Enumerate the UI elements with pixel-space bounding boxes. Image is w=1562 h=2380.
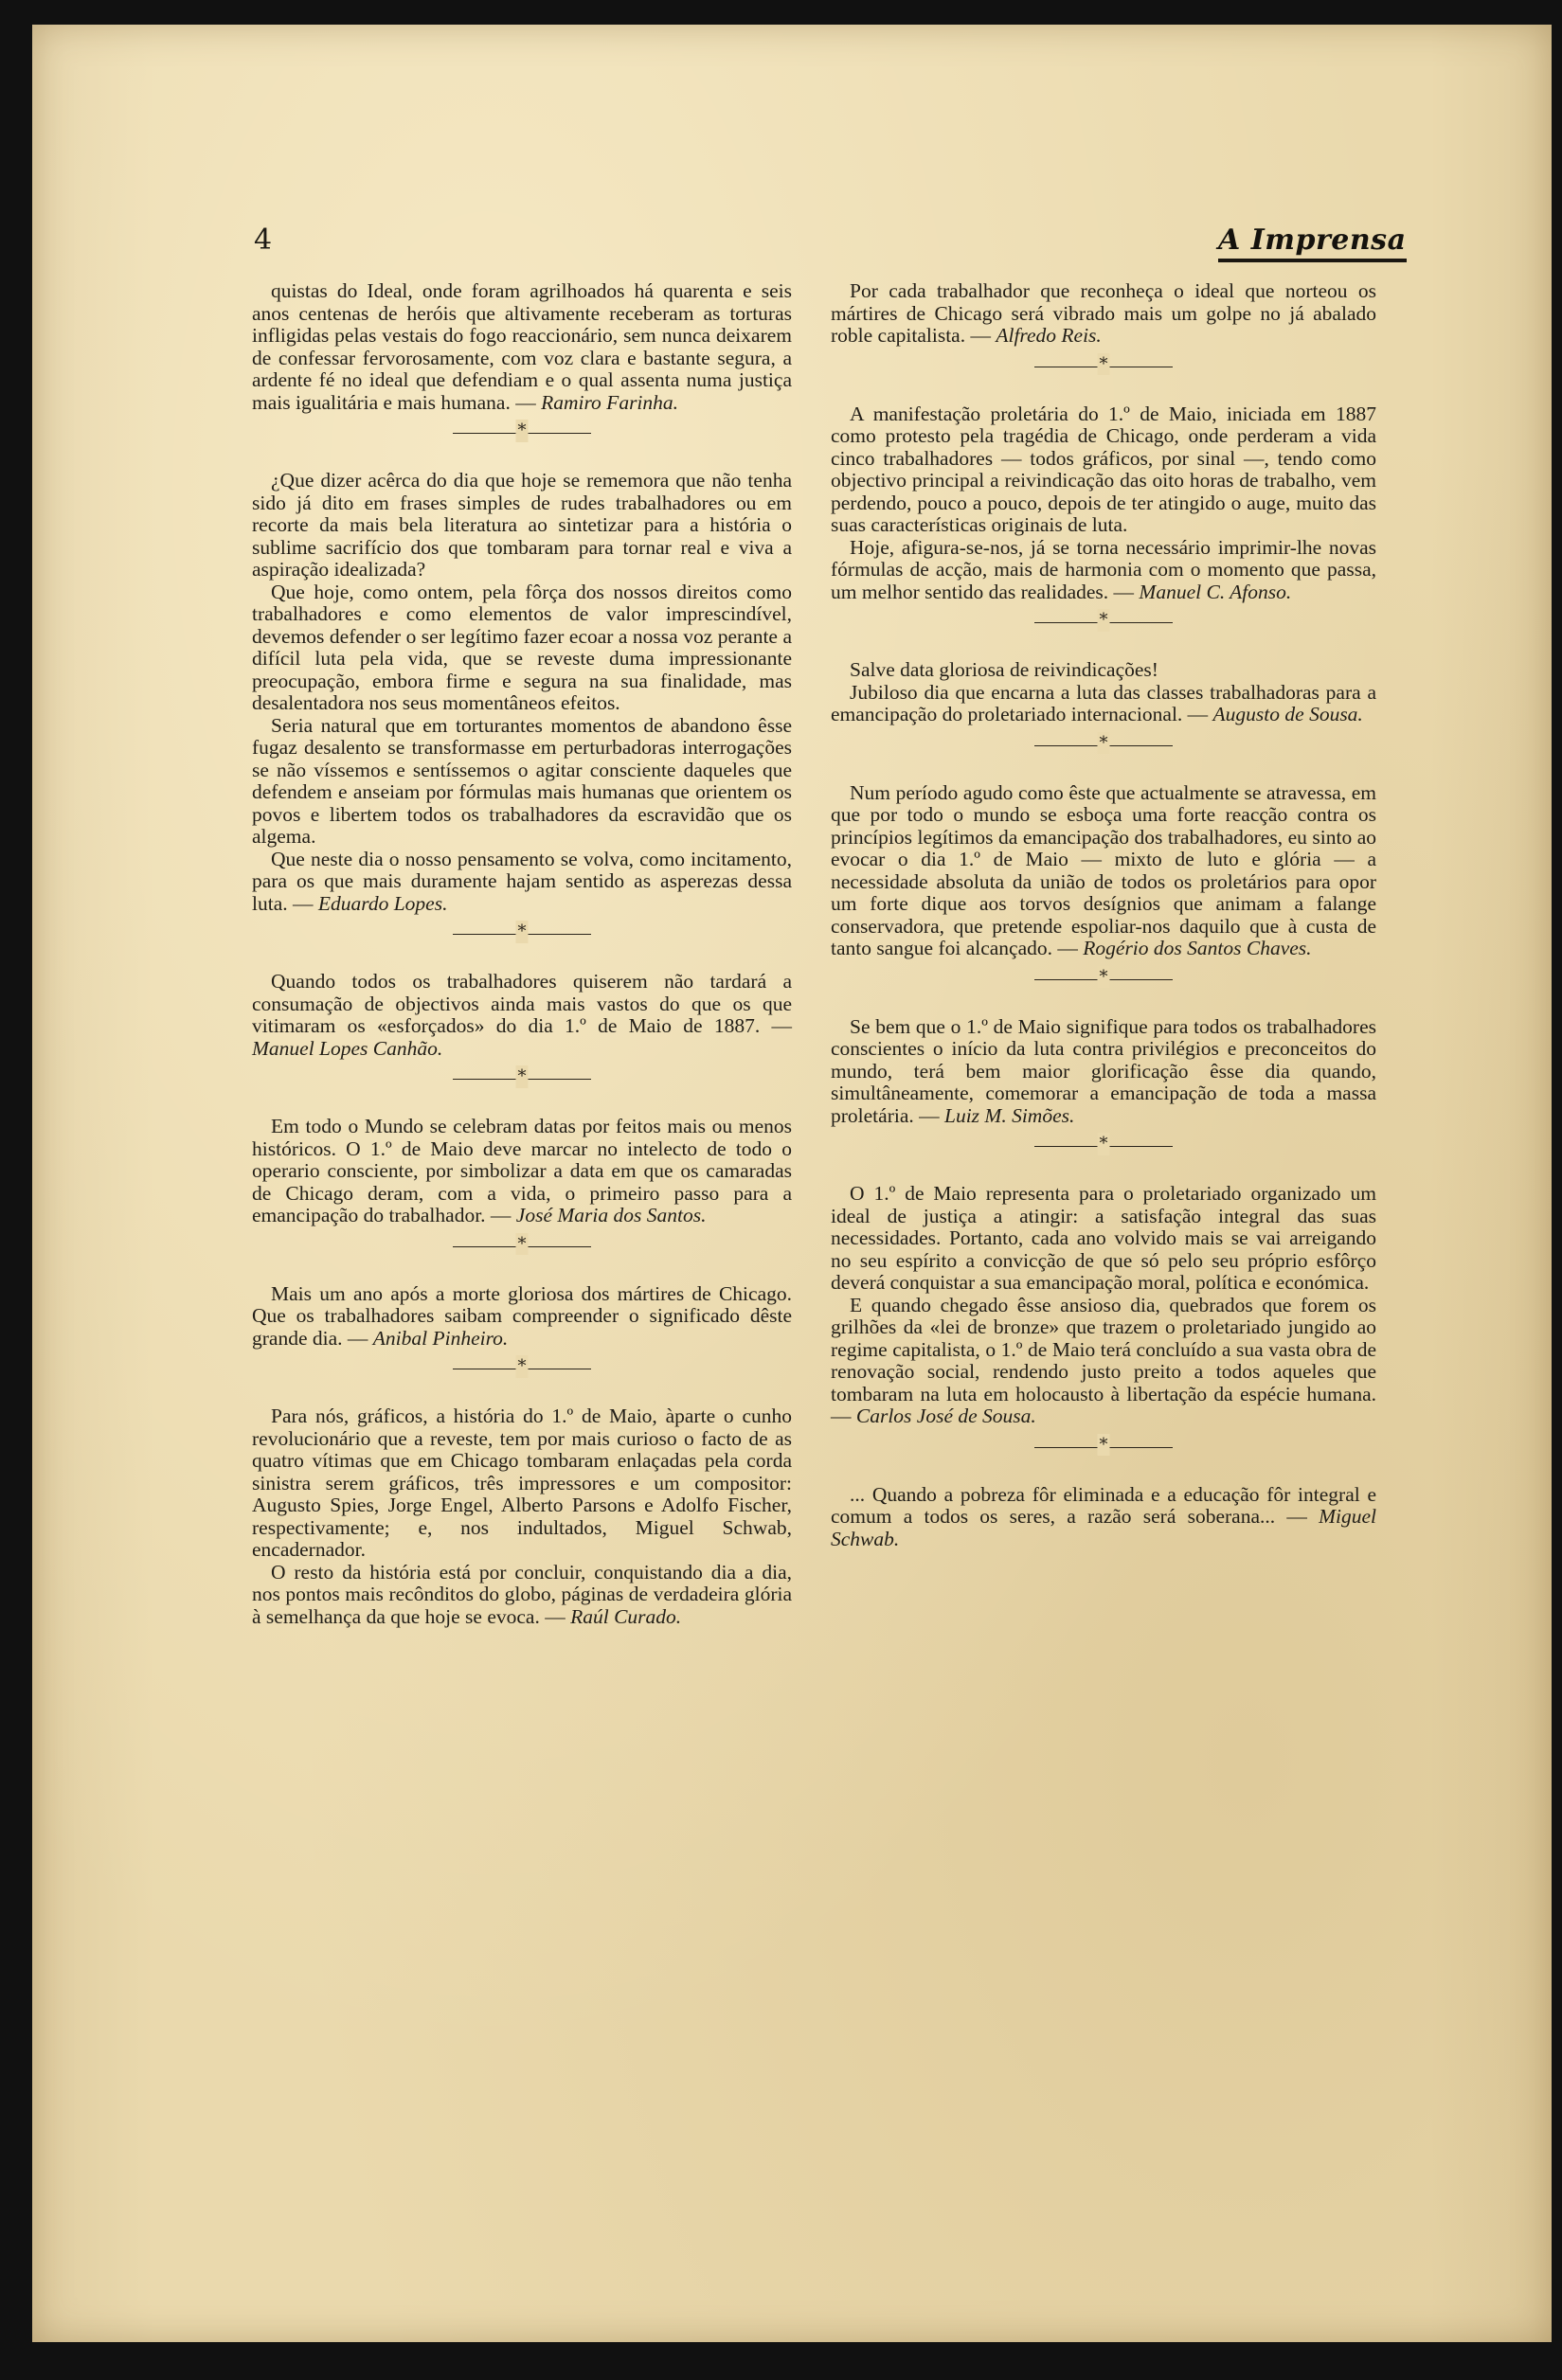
paragraph-text: O resto da história está por concluir, conquistando dia a dia, nos pontos mais recônditos do globo, páginas de verdadeira glória à semelhança da que hoje se evoca. — bbox=[252, 1560, 792, 1628]
author-signature: José Maria dos Santos. bbox=[515, 1204, 707, 1226]
article bbox=[252, 280, 792, 414]
separator-asterisk: * bbox=[1099, 353, 1108, 374]
author-signature: Raúl Curado. bbox=[570, 1604, 682, 1628]
author-signature: Manuel C. Afonso. bbox=[1139, 580, 1292, 603]
author-signature: Carlos José de Sousa. bbox=[855, 1405, 1036, 1427]
author-signature: Alfredo Reis. bbox=[996, 324, 1102, 347]
page-number: 4 bbox=[254, 224, 273, 257]
article bbox=[831, 1183, 1376, 1428]
separator-asterisk: * bbox=[1099, 610, 1108, 630]
separator-asterisk: * bbox=[1099, 1134, 1108, 1154]
masthead-logo: A Imprensa bbox=[1218, 224, 1407, 262]
author-signature: Luiz M. Simões. bbox=[944, 1103, 1075, 1127]
paragraph-text: Jubiloso dia que encarna a luta das classes trabalhadoras para a emancipação do proletariado internacional. — bbox=[831, 680, 1376, 725]
paragraph-text: Se bem que o 1.º de Maio signifique para todos os trabalhadores conscientes o início da luta contra privilégios e preconceitos do mundo, terá bem maior glorificação êsse dia quando, simultâneamente, comemorar a emancipação de toda a massa proletária. — bbox=[831, 1014, 1376, 1127]
paragraph-text: Que hoje, como ontem, pela fôrça dos nossos direitos como trabalhadores e como elementos de valor imprescindível, devemos defender o ser legítimo fazer ecoar a nossa voz perante a difícil luta pela vida, que se reveste duma impressionante preocupação, embora firme e segura na sua finalidade, mas desalentadora nos seus momentâneos efeitos. bbox=[252, 580, 792, 714]
article-separator bbox=[453, 1066, 591, 1086]
author-signature: Anibal Pinheiro. bbox=[372, 1326, 509, 1350]
article-paragraph bbox=[831, 1295, 1376, 1428]
article-paragraph bbox=[252, 715, 792, 849]
author-signature: Rogério dos Santos Chaves. bbox=[1083, 937, 1312, 959]
paragraph-text: Num período agudo como êste que actualmente se atravessa, em que por todo o mundo se esboça uma forte reacção contra os princípios legítimos da emancipação dos trabalhadores, eu sinto ao evocar o dia 1.º de Maio — mixto de luto e glória — a necessidade absoluta da união de todos os proletários para opor um forte dique aos torvos desígnios que animam a falange conservadora, que pretende espoliar-nos daquilo que à custa de tanto sangue foi alcançado. — bbox=[831, 780, 1376, 959]
paragraph-text: E quando chegado êsse ansioso dia, quebrados que forem os grilhões da «lei de bronze» que trazem o proletariado jungido ao regime capitalista, o 1.º de Maio terá concluído a sua vasta obra de renovação social, rendendo justo preito a todos aqueles que tombaram na luta em holocausto à libertação da espécie humana. — bbox=[831, 1293, 1376, 1427]
article-paragraph bbox=[831, 280, 1376, 348]
article-paragraph bbox=[831, 659, 1376, 682]
right-column bbox=[831, 280, 1376, 1550]
article-paragraph bbox=[252, 849, 792, 916]
article-separator bbox=[1034, 1134, 1173, 1154]
paragraph-text: Por cada trabalhador que reconheça o ideal que norteou os mártires de Chicago será vibrado mais um golpe no já abalado roble capitalista. — bbox=[831, 279, 1376, 347]
article-separator bbox=[1034, 610, 1173, 630]
author-signature: Manuel Lopes Canhão. bbox=[252, 1036, 443, 1060]
left-column bbox=[252, 280, 792, 1628]
author-signature: Miguel Schwab. bbox=[831, 1505, 1376, 1550]
article-paragraph bbox=[252, 1283, 792, 1351]
paragraph-text: Hoje, afigura-se-nos, já se torna necessário imprimir-lhe novas fórmulas de acção, mais de harmonia com o momento que passa, um melhor sentido das realidades. — bbox=[831, 535, 1376, 603]
paragraph-text: Seria natural que em torturantes momentos de abandono êsse fugaz desalento se transformasse em perturbadoras interrogações se não víssemos e sentíssemos o agitar consciente daqueles que defendem e anseiam por fórmulas mais humanas que orientem os povos e libertem todos os trabalhadores da escravidão que os algema. bbox=[252, 713, 792, 848]
article bbox=[252, 1116, 792, 1227]
paragraph-text: A manifestação proletária do 1.º de Maio, iniciada em 1887 como protesto pela tragédia de Chicago, onde perderam a vida cinco trabalhadores — todos gráficos, por sinal —, tendo como objectivo principal a reivindicação das oito horas de trabalho, vem perdendo, pouco a pouco, depois de ter atingido o auge, muito das suas características originais de luta. bbox=[831, 402, 1376, 536]
separator-asterisk: * bbox=[1099, 1434, 1108, 1455]
article-separator bbox=[453, 421, 591, 440]
article bbox=[252, 1283, 792, 1351]
article bbox=[831, 1016, 1376, 1128]
paragraph-text: Que neste dia o nosso pensamento se volva, como incitamento, para os que mais duramente hajam sentido as asperezas dessa luta. — bbox=[252, 847, 792, 915]
author-signature: Ramiro Farinha. bbox=[541, 390, 679, 414]
separator-asterisk: * bbox=[517, 1066, 527, 1086]
article-paragraph bbox=[831, 782, 1376, 960]
article-separator bbox=[453, 922, 591, 941]
article bbox=[831, 782, 1376, 960]
article-paragraph bbox=[252, 1562, 792, 1629]
article-paragraph bbox=[252, 971, 792, 1060]
paragraph-text: Mais um ano após a morte gloriosa dos mártires de Chicago. Que os trabalhadores saibam compreender o significado dêste grande dia. — bbox=[252, 1281, 792, 1350]
article-paragraph bbox=[831, 1016, 1376, 1128]
article-separator bbox=[1034, 1434, 1173, 1455]
separator-asterisk: * bbox=[517, 421, 527, 440]
separator-asterisk: * bbox=[517, 1356, 527, 1376]
author-signature: Augusto de Sousa. bbox=[1212, 703, 1363, 725]
article-separator bbox=[1034, 966, 1173, 987]
article-paragraph bbox=[252, 1405, 792, 1562]
article-paragraph bbox=[831, 1484, 1376, 1551]
article-paragraph bbox=[252, 1116, 792, 1227]
article-paragraph bbox=[831, 1183, 1376, 1295]
article bbox=[252, 971, 792, 1060]
article-paragraph bbox=[831, 537, 1376, 604]
article-paragraph bbox=[252, 582, 792, 715]
article-paragraph bbox=[252, 280, 792, 414]
paragraph-text: Em todo o Mundo se celebram datas por feitos mais ou menos históricos. O 1.º de Maio deve marcar no intelecto de todo o operario consciente, por simbolizar a data em que os camaradas de Chicago deram, com a vida, o primeiro passo para a emancipação do trabalhador. — bbox=[252, 1115, 792, 1226]
article-paragraph bbox=[831, 403, 1376, 537]
article bbox=[831, 403, 1376, 604]
article-paragraph bbox=[831, 682, 1376, 726]
article-separator bbox=[1034, 732, 1173, 753]
article bbox=[831, 659, 1376, 726]
article bbox=[252, 1405, 792, 1628]
paragraph-text: Quando todos os trabalhadores quiserem não tardará a consumação de objectivos ainda mais vastos do que os que vitimaram os «esforçados» do dia 1.º de Maio de 1887. — bbox=[252, 970, 792, 1037]
paragraph-text: ¿Que dizer acêrca do dia que hoje se rememora que não tenha sido já dito em frases simples de rudes trabalhadores ou em recorte da mais bela literatura ao sintetizar para a história o sublime sacrifício dos que tombaram para tornar real e viva a aspiração idealizada? bbox=[252, 469, 792, 581]
paragraph-text: Para nós, gráficos, a história do 1.º de Maio, àparte o cunho revolucionário que a reveste, tem por mais curioso o facto de as quatro vítimas que em Chicago tombaram enlaçadas pela corda sinistra serem gráficos, três impressores e um compositor: Augusto Spies, Jorge Engel, Alberto Parsons e Adolfo Fischer, respectivamente; e, nos indultados, Miguel Schwab, encadernador. bbox=[252, 1405, 792, 1561]
paragraph-text: ... Quando a pobreza fôr eliminada e a educação fôr integral e comum a todos os seres, a razão será soberana... — bbox=[831, 1482, 1376, 1528]
article-paragraph bbox=[252, 470, 792, 582]
paragraph-text: O 1.º de Maio representa para o proletariado organizado um ideal de justiça a atingir: a satisfação integral das suas necessidades. Portanto, cada ano volvido mais se vai arreigando no seu espírito a convicção de que só pelo seu próprio esfôrço deverá conquistar a sua emancipação moral, política e económica. bbox=[831, 1182, 1376, 1294]
article bbox=[831, 280, 1376, 348]
author-signature: Eduardo Lopes. bbox=[317, 891, 448, 915]
article bbox=[252, 470, 792, 915]
separator-asterisk: * bbox=[1099, 732, 1108, 753]
separator-asterisk: * bbox=[1099, 966, 1108, 987]
article bbox=[831, 1484, 1376, 1551]
article-separator bbox=[453, 1233, 591, 1254]
separator-asterisk: * bbox=[517, 1233, 527, 1254]
paragraph-text: Salve data gloriosa de reivindicações! bbox=[850, 658, 1158, 681]
separator-asterisk: * bbox=[517, 922, 527, 941]
paragraph-text: quistas do Ideal, onde foram agrilhoados há quarenta e seis anos centenas de heróis que altivamente receberam as torturas infligidas pelas vestais do fogo reaccionário, sem nunca deixarem de confessar fervorosamente, com voz clara e bastante segura, a ardente fé no ideal que defendiam e o qual assenta numa justiça mais igualitária e mais humana. — bbox=[252, 279, 792, 414]
